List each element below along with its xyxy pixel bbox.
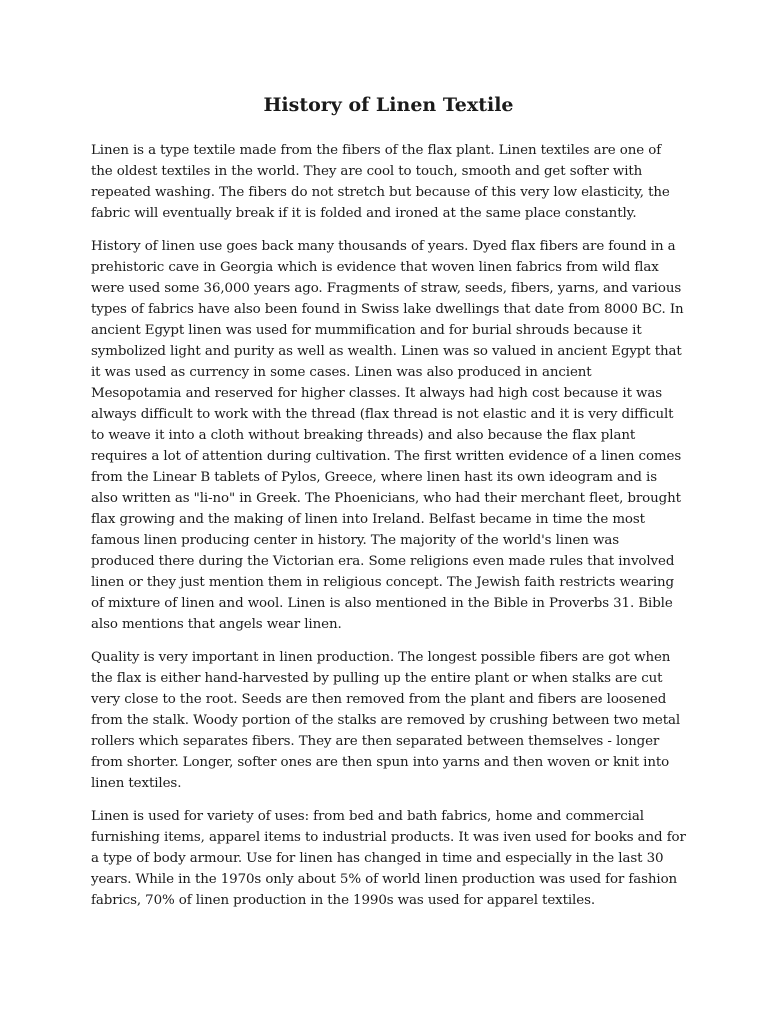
paragraph-quality: Quality is very important in linen production. The longest possible fibers are got when the flax is either hand-harvested by pulling up the entire plant or when stalks are cut very close to the root. Seeds are then removed from the plant and fibers are loosened from the stalk. Woody portion of the stalks are removed by crushing between two metal rollers which separates fibers. They are then separated between themselves - longer from shorter. Longer, softer ones are then spun into yarns and then woven or knit into linen textiles. bbox=[91, 650, 681, 791]
paragraph-introduction: Linen is a type textile made from the fibers of the flax plant. Linen textiles are one of the oldest textiles in the world. They are cool to touch, smooth and get softer with repeated washing. The fibers do not stretch but because of this very low elasticity, the fabric will eventually break if it is folded and ironed at the same place constantly. bbox=[91, 143, 670, 221]
document-page bbox=[91, 90, 686, 923]
document-title: History of Linen Textile bbox=[263, 94, 514, 116]
paragraph-history: History of linen use goes back many thousands of years. Dyed flax fibers are found in a prehistoric cave in Georgia which is evidence that woven linen fabrics from wild flax were used some 36,000 years ago. Fragments of straw, seeds, fibers, yarns, and various types of fabrics have also been found in Swiss lake dwellings that date from 8000 BC. In ancient Egypt linen was used for mummification and for burial shrouds because it symbolized light and purity as well as wealth. Linen was so valued in ancient Egypt that it was used as currency in some cases. Linen was also produced in ancient Mesopotamia and reserved for higher classes. It always had high cost because it was always difficult to work with the thread (flax thread is not elastic and it is very difficult to weave it into a cloth without breaking threads) and also because the flax plant requires a lot of attention during cultivation. The first written evidence of a linen comes from the Linear B tablets of Pylos, Greece, where linen hast its own ideogram and is also written as "li-no" in Greek. The Phoenicians, who had their merchant fleet, brought flax growing and the making of linen into Ireland. Belfast became in time the most famous linen producing center in history. The majority of the world's linen was produced there during the Victorian era. Some religions even made rules that involved linen or they just mention them in religious concept. The Jewish faith restricts wearing of mixture of linen and wool. Linen is also mentioned in the Bible in Proverbs 31. Bible also mentions that angels wear linen. bbox=[91, 239, 684, 632]
paragraph-uses: Linen is used for variety of uses: from bed and bath fabrics, home and commercial furnishing items, apparel items to industrial products. It was iven used for books and for a type of body armour. Use for linen has changed in time and especially in the last 30 years. While in the 1970s only about 5% of world linen production was used for fashion fabrics, 70% of linen production in the 1990s was used for apparel textiles. bbox=[91, 809, 686, 908]
